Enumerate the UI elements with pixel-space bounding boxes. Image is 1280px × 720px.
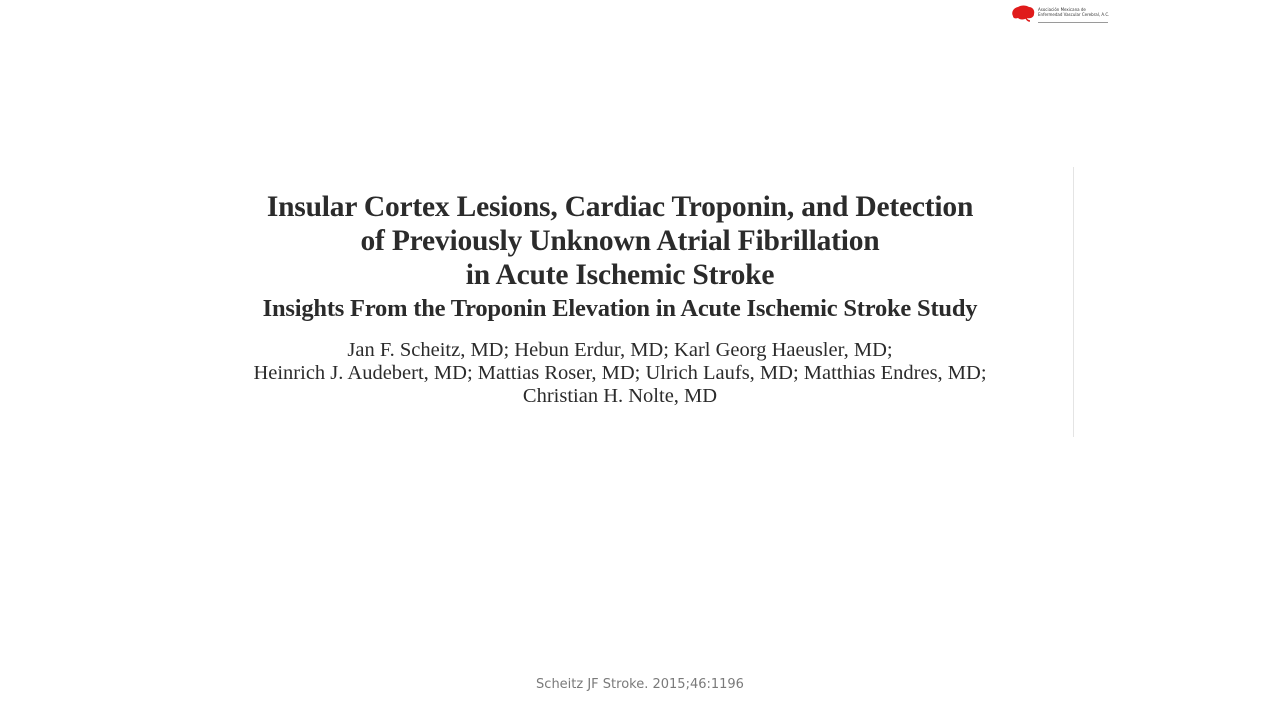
- logo-text: [1038, 7, 1109, 17]
- society-logo: [1010, 5, 1110, 25]
- paper-title-line-2: of Previously Unknown Atrial Fibrillation: [360, 225, 880, 257]
- authors-line-3: Christian H. Nolte, MD: [522, 385, 718, 407]
- scan-edge-divider: [1073, 167, 1074, 437]
- citation-footer: Scheitz JF Stroke. 2015;46:1196: [536, 677, 744, 692]
- logo-text-line-2: Enfermedad Vascular Cerebral, A.C.: [1038, 12, 1110, 17]
- paper-title-line-1: Insular Cortex Lesions, Cardiac Troponin, and Detection: [266, 191, 974, 223]
- logo-text-line-1: Asociación Mexicana de: [1038, 7, 1086, 12]
- authors-line-2: Heinrich J. Audebert, MD; Mattias Roser, MD; Ulrich Laufs, MD; Matthias Endres, MD;: [253, 362, 987, 384]
- paper-title: [170, 190, 1070, 292]
- paper-subtitle: Insights From the Troponin Elevation in Acute Ischemic Stroke Study: [262, 295, 978, 322]
- paper-authors: [170, 339, 1070, 408]
- authors-line-1: Jan F. Scheitz, MD; Hebun Erdur, MD; Karl Georg Haeusler, MD;: [347, 339, 893, 361]
- brain-icon: [1010, 5, 1036, 23]
- paper-title-line-3: in Acute Ischemic Stroke: [465, 259, 775, 291]
- paper-header: [170, 190, 1070, 408]
- logo-underline: [1038, 22, 1108, 23]
